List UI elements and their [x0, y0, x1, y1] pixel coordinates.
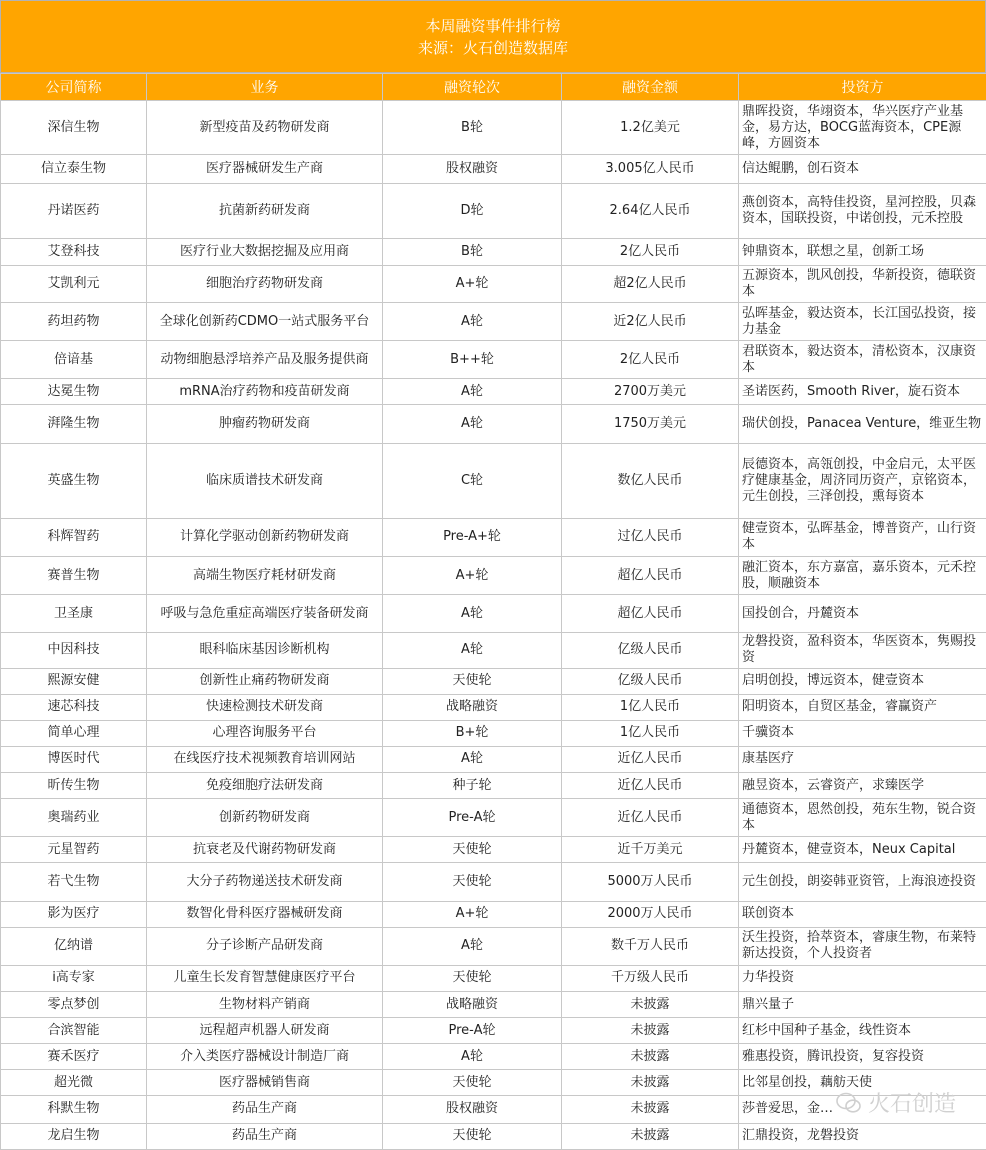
table-row: [1, 927, 986, 965]
investors-cell: 国投创合，丹麓资本: [739, 595, 986, 633]
investors-cell: 融汇资本，东方嘉富，嘉乐资本，元禾控股，顺融资本: [739, 557, 986, 595]
business-cell: 眼科临床基因诊断机构: [147, 633, 383, 668]
table-row: [1, 443, 986, 518]
business-cell: 计算化学驱动创新药物研发商: [147, 518, 383, 556]
round-cell: 天使轮: [383, 668, 562, 694]
investors-cell: 丹麓资本，健壹资本，Neux Capital: [739, 837, 986, 863]
investors-cell: 瑞伏创投，Panacea Venture，维亚生物: [739, 405, 986, 443]
amount-cell: 未披露: [562, 1044, 739, 1070]
round-cell: 种子轮: [383, 773, 562, 799]
company-cell: 合滨智能: [1, 1018, 147, 1044]
amount-cell: 1亿人民币: [562, 694, 739, 720]
round-cell: Pre-A+轮: [383, 518, 562, 556]
table-title-banner: [0, 0, 986, 73]
round-cell: A+轮: [383, 557, 562, 595]
company-cell: 超光微: [1, 1070, 147, 1096]
business-cell: 抗衰老及代谢药物研发商: [147, 837, 383, 863]
business-cell: 儿童生长发育智慧健康医疗平台: [147, 965, 383, 991]
company-cell: 赛普生物: [1, 557, 147, 595]
business-cell: 肿瘤药物研发商: [147, 405, 383, 443]
table-row: [1, 668, 986, 694]
header-row: [1, 74, 986, 101]
investors-cell: 沃生投资，拾萃资本，睿康生物，布莱特新达投资，个人投资者: [739, 927, 986, 965]
company-cell: 昕传生物: [1, 773, 147, 799]
investors-cell: 力华投资: [739, 965, 986, 991]
business-cell: 高端生物医疗耗材研发商: [147, 557, 383, 595]
company-cell: 药坦药物: [1, 302, 147, 340]
business-cell: 大分子药物递送技术研发商: [147, 863, 383, 901]
round-cell: A+轮: [383, 901, 562, 927]
column-header-amount: 融资金额: [562, 74, 739, 101]
investors-cell: 五源资本，凯风创投，华新投资，德联资本: [739, 265, 986, 302]
business-cell: 创新药物研发商: [147, 799, 383, 837]
amount-cell: 1亿人民币: [562, 720, 739, 746]
investors-cell: 雅惠投资，腾讯投资，复容投资: [739, 1044, 986, 1070]
round-cell: Pre-A轮: [383, 1018, 562, 1044]
table-row: [1, 720, 986, 746]
business-cell: 分子诊断产品研发商: [147, 927, 383, 965]
investors-cell: 君联资本，毅达资本，清松资本，汉康资本: [739, 341, 986, 379]
company-cell: 中因科技: [1, 633, 147, 668]
investors-cell: 比邻星创投，藕舫天使: [739, 1070, 986, 1096]
column-header-round: 融资轮次: [383, 74, 562, 101]
business-cell: 医疗器械销售商: [147, 1070, 383, 1096]
company-cell: 科默生物: [1, 1096, 147, 1123]
round-cell: 战略融资: [383, 694, 562, 720]
round-cell: A轮: [383, 746, 562, 772]
round-cell: 战略融资: [383, 991, 562, 1017]
business-cell: 快速检测技术研发商: [147, 694, 383, 720]
amount-cell: 2700万美元: [562, 379, 739, 405]
company-cell: 艾登科技: [1, 238, 147, 265]
business-cell: 动物细胞悬浮培养产品及服务提供商: [147, 341, 383, 379]
amount-cell: 未披露: [562, 1096, 739, 1123]
round-cell: A轮: [383, 633, 562, 668]
amount-cell: 数千万人民币: [562, 927, 739, 965]
table-row: [1, 1096, 986, 1123]
company-cell: 奥瑞药业: [1, 799, 147, 837]
table-row: [1, 1123, 986, 1149]
amount-cell: 近2亿人民币: [562, 302, 739, 340]
amount-cell: 2亿人民币: [562, 238, 739, 265]
investors-cell: 汇鼎投资，龙磐投资: [739, 1123, 986, 1149]
investors-cell: 钟鼎资本，联想之星，创新工场: [739, 238, 986, 265]
business-cell: 临床质谱技术研发商: [147, 443, 383, 518]
column-header-investors: 投资方: [739, 74, 986, 101]
round-cell: 股权融资: [383, 1096, 562, 1123]
table-row: [1, 746, 986, 772]
amount-cell: 近亿人民币: [562, 773, 739, 799]
investors-cell: 圣诺医药，Smooth River，旋石资本: [739, 379, 986, 405]
table-row: [1, 1044, 986, 1070]
investors-cell: 康基医疗: [739, 746, 986, 772]
company-cell: 湃隆生物: [1, 405, 147, 443]
investors-cell: 阳明资本，自贸区基金，睿赢资产: [739, 694, 986, 720]
round-cell: C轮: [383, 443, 562, 518]
business-cell: 创新性止痛药物研发商: [147, 668, 383, 694]
table-row: [1, 991, 986, 1017]
table-source: 来源：火石创造数据库: [417, 38, 568, 57]
investors-cell: 联创资本: [739, 901, 986, 927]
amount-cell: 千万级人民币: [562, 965, 739, 991]
table-row: [1, 595, 986, 633]
amount-cell: 2.64亿人民币: [562, 184, 739, 238]
company-cell: 英盛生物: [1, 443, 147, 518]
round-cell: B轮: [383, 238, 562, 265]
column-header-business: 业务: [147, 74, 383, 101]
amount-cell: 超亿人民币: [562, 595, 739, 633]
company-cell: 信立泰生物: [1, 155, 147, 184]
business-cell: 医疗行业大数据挖掘及应用商: [147, 238, 383, 265]
business-cell: 远程超声机器人研发商: [147, 1018, 383, 1044]
amount-cell: 未披露: [562, 991, 739, 1017]
amount-cell: 5000万人民币: [562, 863, 739, 901]
table-row: [1, 155, 986, 184]
table-row: [1, 518, 986, 556]
round-cell: 天使轮: [383, 965, 562, 991]
company-cell: 卫圣康: [1, 595, 147, 633]
business-cell: 细胞治疗药物研发商: [147, 265, 383, 302]
business-cell: mRNA治疗药物和疫苗研发商: [147, 379, 383, 405]
business-cell: 数智化骨科医疗器械研发商: [147, 901, 383, 927]
table-row: [1, 694, 986, 720]
amount-cell: 近千万美元: [562, 837, 739, 863]
round-cell: A轮: [383, 302, 562, 340]
table-row: [1, 773, 986, 799]
investors-cell: 辰德资本，高瓴创投，中金启元，太平医疗健康基金，周济同历资产，京铭资本，元生创投，三泽创投，熏每资本: [739, 443, 986, 518]
table-row: [1, 405, 986, 443]
investors-cell: 鼎晖投资，华翊资本，华兴医疗产业基金，易方达，BOCG蓝海资本，CPE源峰，方圆资本: [739, 101, 986, 155]
round-cell: A轮: [383, 379, 562, 405]
business-cell: 在线医疗技术视频教育培训网站: [147, 746, 383, 772]
table-row: [1, 633, 986, 668]
company-cell: 深信生物: [1, 101, 147, 155]
business-cell: 药品生产商: [147, 1123, 383, 1149]
table-row: [1, 341, 986, 379]
investors-cell: 健壹资本，弘晖基金，博普资产，山行资本: [739, 518, 986, 556]
table-row: [1, 1070, 986, 1096]
table-row: [1, 965, 986, 991]
investors-cell: 红杉中国种子基金，线性资本: [739, 1018, 986, 1044]
amount-cell: 2000万人民币: [562, 901, 739, 927]
round-cell: 天使轮: [383, 1123, 562, 1149]
amount-cell: 超亿人民币: [562, 557, 739, 595]
business-cell: 全球化创新药CDMO一站式服务平台: [147, 302, 383, 340]
investors-cell: 启明创投，博远资本，健壹资本: [739, 668, 986, 694]
company-cell: 丹诺医药: [1, 184, 147, 238]
investors-cell: 鼎兴量子: [739, 991, 986, 1017]
company-cell: 亿纳谱: [1, 927, 147, 965]
amount-cell: 近亿人民币: [562, 799, 739, 837]
round-cell: B+轮: [383, 720, 562, 746]
financing-ranking-table: [0, 73, 986, 1150]
investors-cell: 信达鲲鹏，创石资本: [739, 155, 986, 184]
round-cell: A+轮: [383, 265, 562, 302]
round-cell: A轮: [383, 927, 562, 965]
round-cell: A轮: [383, 595, 562, 633]
amount-cell: 未披露: [562, 1070, 739, 1096]
round-cell: 天使轮: [383, 863, 562, 901]
business-cell: 免疫细胞疗法研发商: [147, 773, 383, 799]
company-cell: 达冕生物: [1, 379, 147, 405]
company-cell: 赛禾医疗: [1, 1044, 147, 1070]
amount-cell: 未披露: [562, 1123, 739, 1149]
table-row: [1, 184, 986, 238]
table-row: [1, 101, 986, 155]
amount-cell: 未披露: [562, 1018, 739, 1044]
company-cell: 倍谙基: [1, 341, 147, 379]
investors-cell: 融昱资本，云睿资产，求臻医学: [739, 773, 986, 799]
amount-cell: 近亿人民币: [562, 746, 739, 772]
amount-cell: 3.005亿人民币: [562, 155, 739, 184]
investors-cell: 千骥资本: [739, 720, 986, 746]
table-row: [1, 1018, 986, 1044]
table-row: [1, 238, 986, 265]
round-cell: 天使轮: [383, 837, 562, 863]
company-cell: 龙启生物: [1, 1123, 147, 1149]
company-cell: 科辉智药: [1, 518, 147, 556]
business-cell: 新型疫苗及药物研发商: [147, 101, 383, 155]
amount-cell: 1.2亿美元: [562, 101, 739, 155]
company-cell: 影为医疗: [1, 901, 147, 927]
business-cell: 药品生产商: [147, 1096, 383, 1123]
company-cell: 零点梦创: [1, 991, 147, 1017]
company-cell: 艾凯利元: [1, 265, 147, 302]
business-cell: 呼吸与急危重症高端医疗装备研发商: [147, 595, 383, 633]
amount-cell: 2亿人民币: [562, 341, 739, 379]
round-cell: A轮: [383, 405, 562, 443]
investors-cell: 弘晖基金，毅达资本，长江国弘投资，接力基金: [739, 302, 986, 340]
business-cell: 医疗器械研发生产商: [147, 155, 383, 184]
amount-cell: 数亿人民币: [562, 443, 739, 518]
investors-cell: 莎普爱思，金…: [739, 1096, 986, 1123]
company-cell: 博医时代: [1, 746, 147, 772]
round-cell: B轮: [383, 101, 562, 155]
round-cell: B++轮: [383, 341, 562, 379]
amount-cell: 1750万美元: [562, 405, 739, 443]
company-cell: 熙源安健: [1, 668, 147, 694]
investors-cell: 元生创投，朗姿韩亚资管，上海浪迹投资: [739, 863, 986, 901]
investors-cell: 燕创资本，高特佳投资，星河控股，贝森资本，国联投资，中诺创投，元禾控股: [739, 184, 986, 238]
table-row: [1, 901, 986, 927]
table-title: 本周融资事件排行榜: [425, 16, 561, 35]
company-cell: 简单心理: [1, 720, 147, 746]
business-cell: 抗菌新药研发商: [147, 184, 383, 238]
table-row: [1, 265, 986, 302]
table-row: [1, 863, 986, 901]
round-cell: D轮: [383, 184, 562, 238]
table-row: [1, 557, 986, 595]
amount-cell: 过亿人民币: [562, 518, 739, 556]
table-row: [1, 302, 986, 340]
company-cell: 速芯科技: [1, 694, 147, 720]
business-cell: 介入类医疗器械设计制造厂商: [147, 1044, 383, 1070]
table-row: [1, 379, 986, 405]
amount-cell: 亿级人民币: [562, 668, 739, 694]
business-cell: 心理咨询服务平台: [147, 720, 383, 746]
company-cell: 元星智药: [1, 837, 147, 863]
investors-cell: 通德资本，恩然创投，苑东生物，锐合资本: [739, 799, 986, 837]
round-cell: Pre-A轮: [383, 799, 562, 837]
column-header-company: 公司简称: [1, 74, 147, 101]
round-cell: 天使轮: [383, 1070, 562, 1096]
investors-cell: 龙磐投资，盈科资本，华医资本，隽赐投资: [739, 633, 986, 668]
round-cell: 股权融资: [383, 155, 562, 184]
table-row: [1, 837, 986, 863]
company-cell: 若弋生物: [1, 863, 147, 901]
business-cell: 生物材料产销商: [147, 991, 383, 1017]
company-cell: i高专家: [1, 965, 147, 991]
round-cell: A轮: [383, 1044, 562, 1070]
table-row: [1, 799, 986, 837]
amount-cell: 亿级人民币: [562, 633, 739, 668]
amount-cell: 超2亿人民币: [562, 265, 739, 302]
watermark-text: 火石创造: [867, 1092, 956, 1117]
